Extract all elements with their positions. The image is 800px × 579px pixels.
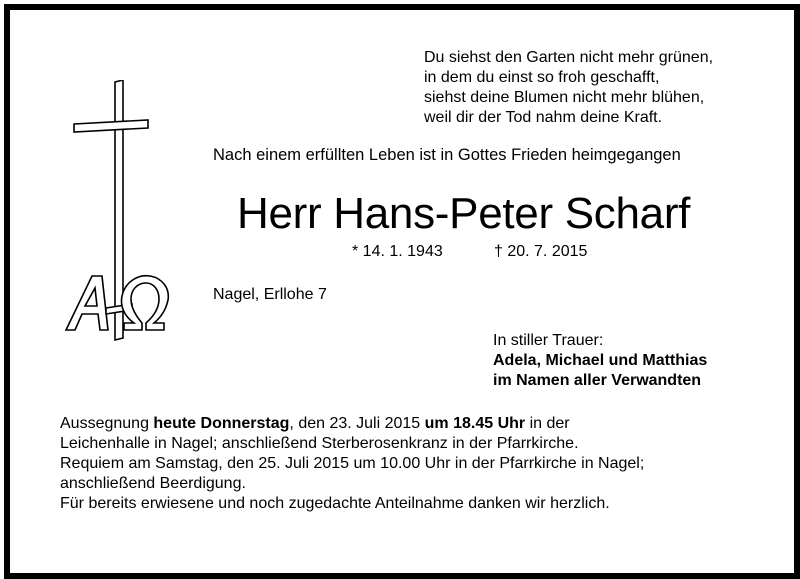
notice-line <box>60 414 644 434</box>
notice-text: , den 23. Juli 2015 <box>289 415 425 432</box>
deceased-name: Herr Hans-Peter Scharf <box>237 189 691 238</box>
poem-line: siehst deine Blumen nicht mehr blühen, <box>424 89 705 106</box>
poem-line: weil dir der Tod nahm deine Kraft. <box>424 109 663 126</box>
notice-day: heute Donnerstag <box>153 415 290 432</box>
address: Nagel, Erllohe 7 <box>213 286 327 303</box>
mourner-names: Adela, Michael und Matthias <box>493 352 708 369</box>
mourning-label: In stiller Trauer: <box>493 332 604 349</box>
notice-line: anschließend Beerdigung. <box>60 475 246 492</box>
poem <box>424 48 713 128</box>
funeral-notice <box>60 414 644 514</box>
mourner-relatives: im Namen aller Verwandten <box>493 372 702 389</box>
cross-alpha-omega-icon <box>62 80 182 350</box>
birth-date: * 14. 1. 1943 <box>352 243 443 260</box>
poem-line: Du siehst den Garten nicht mehr grünen, <box>424 49 714 66</box>
mourning-block <box>493 331 707 391</box>
notice-line: Requiem am Samstag, den 25. Juli 2015 um 10.00 Uhr in der Pfarrkirche in Nagel; <box>60 455 645 472</box>
notice-time: um 18.45 Uhr <box>424 415 526 432</box>
notice-text: Aussegnung <box>60 415 154 432</box>
death-date: † 20. 7. 2015 <box>494 243 588 260</box>
poem-line: in dem du einst so froh geschafft, <box>424 69 660 86</box>
notice-text: in der <box>525 415 570 432</box>
notice-line: Für bereits erwiesene und noch zugedachte Anteilnahme danken wir herzlich. <box>60 495 610 512</box>
notice-line: Leichenhalle in Nagel; anschließend Sterberosenkranz in der Pfarrkirche. <box>60 435 579 452</box>
intro-text: Nach einem erfüllten Leben ist in Gottes Frieden heimgegangen <box>213 146 681 164</box>
